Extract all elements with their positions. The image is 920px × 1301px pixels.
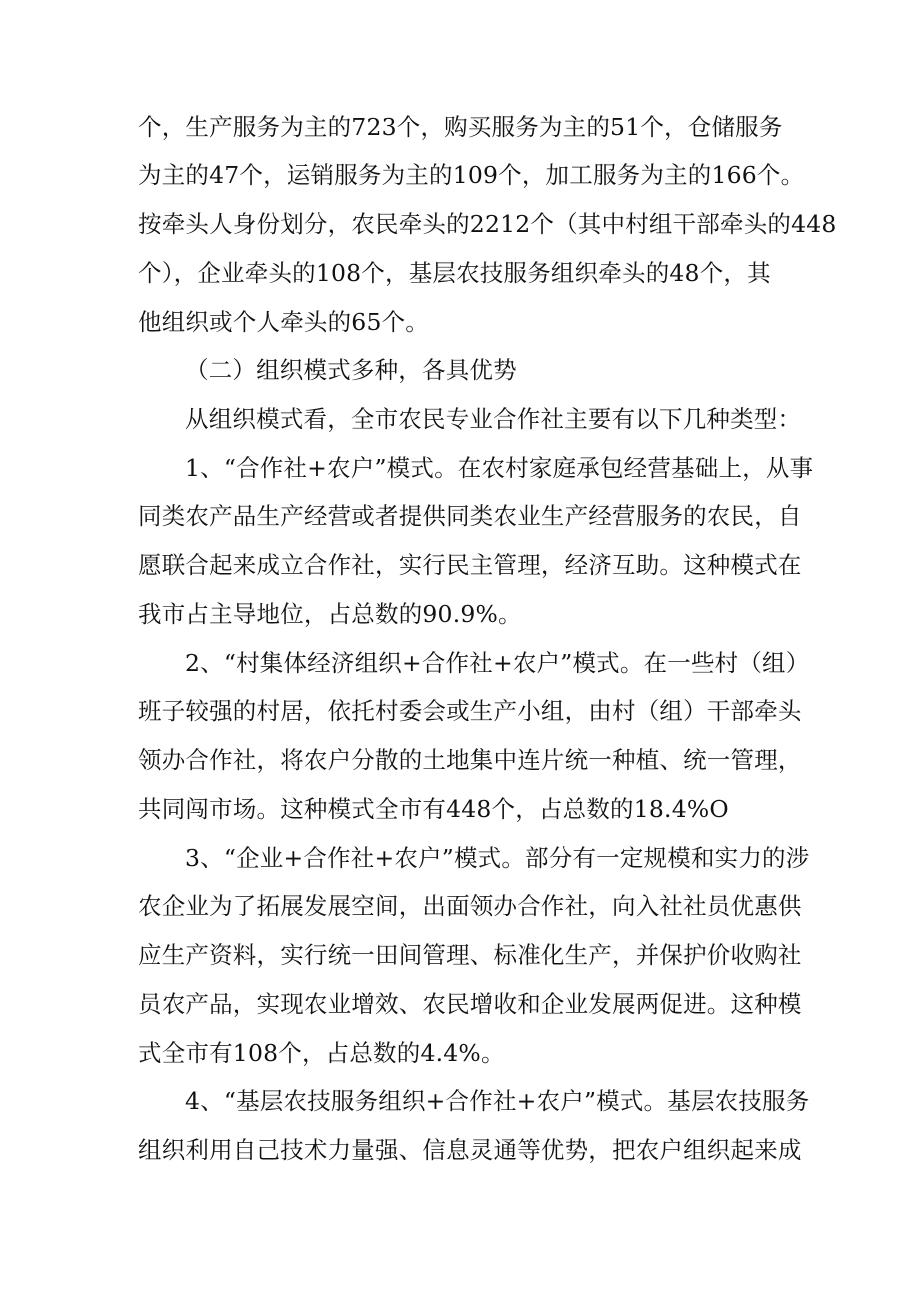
text-line: 领办合作社，将农户分散的土地集中连片统一种植、统一管理， [138,746,802,774]
text-line: 2、“村集体经济组织+合作社+农户”模式。在一些村（组） [185,649,810,677]
text-line: 组织利用自己技术力量强、信息灵通等优势，把农户组织起来成 [138,1136,802,1164]
text-line: 他组织或个人牵头的65个。 [138,308,430,336]
text-line: 愿联合起来成立合作社，实行民主管理，经济互助。这种模式在 [138,551,802,579]
text-line: 我市占主导地位，占总数的90.9%。 [138,600,522,628]
text-line: 应生产资料，实行统一田间管理、标准化生产，并保护价收购社 [138,941,802,969]
text-line: 4、“基层农技服务组织+合作社+农户”模式。基层农技服务 [185,1087,810,1115]
text-line: 式全市有108个，占总数的4.4%。 [138,1039,505,1067]
text-line: 3、“企业+合作社+农户”模式。部分有一定规模和实力的涉 [185,844,810,872]
text-line: 为主的47个，运销服务为主的109个，加工服务为主的166个。 [138,161,805,189]
text-line: 员农产品，实现农业增效、农民增收和企业发展两促进。这种模 [138,990,802,1018]
text-line: 班子较强的村居，依托村委会或生产小组，由村（组）干部牵头 [138,697,802,725]
text-line: 同类农产品生产经营或者提供同类农业生产经营服务的农民，自 [138,502,802,530]
text-line: 农企业为了拓展发展空间，出面领办合作社，向入社社员优惠供 [138,892,802,920]
text-line: 按牵头人身份划分，农民牵头的2212个（其中村组干部牵头的448 [138,210,837,238]
text-line: 共同闯市场。这种模式全市有448个，占总数的18.4%O [138,795,729,823]
text-line: 个，生产服务为主的723个，购买服务为主的51个，仓储服务 [138,113,783,141]
text-line: 1、“合作社+农户”模式。在农村家庭承包经营基础上，从事 [185,454,814,482]
section-heading: （二）组织模式多种，各具优势 [185,356,517,384]
text-line: 从组织模式看，全市农民专业合作社主要有以下几种类型： [185,405,802,433]
text-line: 个），企业牵头的108个，基层农技服务组织牵头的48个，其 [138,259,771,287]
